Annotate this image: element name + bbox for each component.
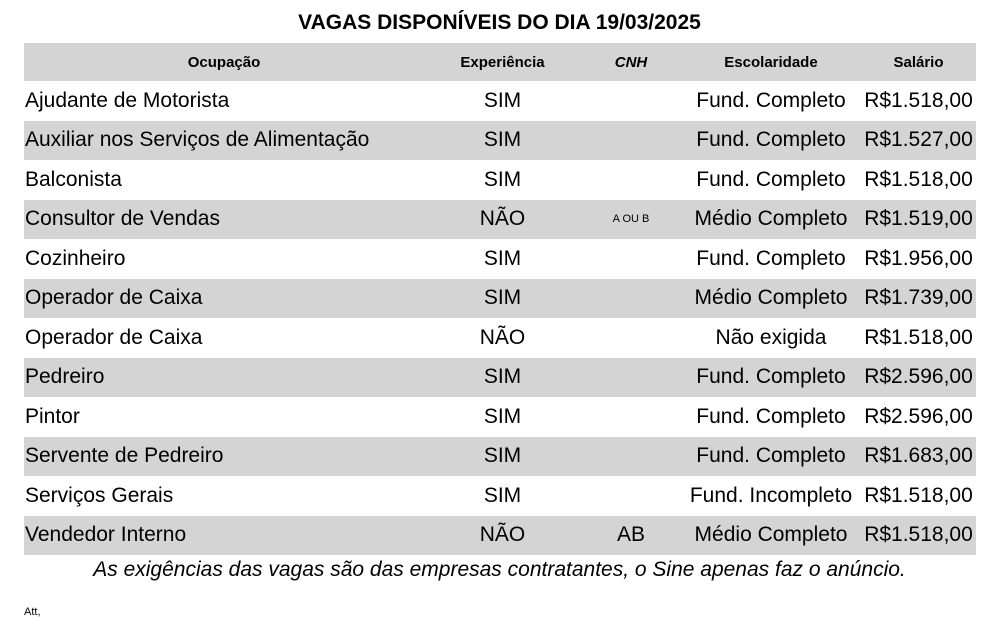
cell-escolaridade: Fund. Completo bbox=[696, 88, 846, 112]
cell-escolaridade: Fund. Completo bbox=[696, 404, 846, 428]
header-spacer bbox=[581, 43, 596, 81]
cell-salario: R$1.518,00 bbox=[864, 325, 973, 349]
cell-salario: R$1.956,00 bbox=[864, 246, 973, 270]
header-experiencia: Experiência bbox=[424, 43, 581, 81]
cell-cnh bbox=[596, 81, 666, 121]
cell-cnh bbox=[596, 397, 666, 437]
cell-spacer bbox=[666, 318, 681, 358]
cell-ocupacao: Pedreiro bbox=[24, 358, 424, 398]
table-row bbox=[24, 239, 976, 279]
cell-experiencia: SIM bbox=[424, 279, 581, 319]
header-ocupacao: Ocupação bbox=[24, 43, 424, 81]
cell-cnh: AB bbox=[596, 516, 666, 556]
cell-spacer bbox=[581, 476, 596, 516]
table-row bbox=[24, 476, 976, 516]
cell-salario: R$1.739,00 bbox=[861, 279, 976, 319]
cell-spacer bbox=[666, 358, 681, 398]
cell-ocupacao: Ajudante de Motorista bbox=[25, 88, 230, 112]
cell-spacer bbox=[666, 397, 681, 437]
cell-ocupacao: Balconista bbox=[25, 167, 122, 191]
cell-spacer bbox=[581, 160, 596, 200]
cell-cnh bbox=[596, 279, 666, 319]
cell-cnh bbox=[596, 160, 666, 200]
table-row bbox=[24, 358, 976, 398]
table-row bbox=[24, 516, 976, 556]
cell-escolaridade: Não exigida bbox=[715, 325, 827, 349]
cell-salario: R$1.527,00 bbox=[861, 121, 976, 161]
cell-salario: R$1.519,00 bbox=[861, 200, 976, 240]
cell-ocupacao: Operador de Caixa bbox=[25, 325, 203, 349]
cell-experiencia: NÃO bbox=[424, 516, 581, 556]
cell-spacer bbox=[581, 397, 596, 437]
cell-salario: R$1.683,00 bbox=[861, 437, 976, 477]
cell-experiencia: NÃO bbox=[479, 325, 526, 349]
table-row bbox=[24, 397, 976, 437]
cell-spacer bbox=[666, 476, 681, 516]
cell-ocupacao: Pintor bbox=[25, 404, 80, 428]
cell-cnh bbox=[596, 358, 666, 398]
cell-salario: R$1.518,00 bbox=[861, 516, 976, 556]
cell-salario: R$1.518,00 bbox=[864, 483, 973, 507]
cell-spacer bbox=[581, 279, 596, 319]
cell-spacer bbox=[666, 81, 681, 121]
cell-escolaridade: Fund. Completo bbox=[696, 246, 846, 270]
cell-escolaridade: Médio Completo bbox=[681, 516, 861, 556]
cell-salario: R$2.596,00 bbox=[864, 404, 973, 428]
header-salario: Salário bbox=[861, 43, 976, 81]
job-vacancies-table bbox=[24, 43, 976, 555]
cell-ocupacao: Auxiliar nos Serviços de Alimentação bbox=[24, 121, 424, 161]
cell-experiencia: SIM bbox=[483, 167, 522, 191]
cell-spacer bbox=[581, 516, 596, 556]
cell-ocupacao: Servente de Pedreiro bbox=[24, 437, 424, 477]
cell-spacer bbox=[581, 437, 596, 477]
cell-cnh bbox=[596, 121, 666, 161]
cell-ocupacao: Cozinheiro bbox=[25, 246, 126, 270]
cell-ocupacao: Serviços Gerais bbox=[25, 483, 174, 507]
cell-spacer bbox=[666, 437, 681, 477]
cell-spacer bbox=[666, 200, 681, 240]
cell-ocupacao: Consultor de Vendas bbox=[24, 200, 424, 240]
cell-experiencia: SIM bbox=[483, 404, 522, 428]
cell-escolaridade: Médio Completo bbox=[681, 279, 861, 319]
cell-spacer bbox=[666, 160, 681, 200]
cell-salario: R$1.518,00 bbox=[864, 88, 973, 112]
cell-escolaridade: Fund. Completo bbox=[696, 167, 846, 191]
table-header-row bbox=[24, 43, 976, 81]
cell-experiencia: SIM bbox=[424, 121, 581, 161]
table-body bbox=[24, 81, 976, 555]
cell-spacer bbox=[581, 239, 596, 279]
cell-escolaridade: Fund. Incompleto bbox=[689, 483, 853, 507]
cell-cnh bbox=[596, 318, 666, 358]
header-cnh: CNH bbox=[596, 43, 666, 81]
cell-spacer bbox=[581, 81, 596, 121]
cell-experiencia: SIM bbox=[483, 483, 522, 507]
cell-experiencia: SIM bbox=[424, 358, 581, 398]
cell-cnh bbox=[596, 476, 666, 516]
disclaimer-note: As exigências das vagas são das empresas contratantes, o Sine apenas faz o anúncio. bbox=[93, 558, 906, 581]
cell-ocupacao: Operador de Caixa bbox=[24, 279, 424, 319]
cell-escolaridade: Médio Completo bbox=[681, 200, 861, 240]
page-title: VAGAS DISPONÍVEIS DO DIA 19/03/2025 bbox=[298, 11, 701, 34]
cell-salario: R$1.518,00 bbox=[864, 167, 973, 191]
cell-escolaridade: Fund. Completo bbox=[681, 121, 861, 161]
table-row bbox=[24, 81, 976, 121]
cell-spacer bbox=[581, 358, 596, 398]
cell-escolaridade: Fund. Completo bbox=[681, 358, 861, 398]
cell-spacer bbox=[666, 516, 681, 556]
cell-experiencia: SIM bbox=[424, 437, 581, 477]
cell-escolaridade: Fund. Completo bbox=[681, 437, 861, 477]
cell-cnh bbox=[596, 239, 666, 279]
header-spacer bbox=[666, 43, 681, 81]
cell-spacer bbox=[666, 239, 681, 279]
cell-spacer bbox=[581, 318, 596, 358]
table-row bbox=[24, 160, 976, 200]
cell-cnh: A OU B bbox=[596, 200, 666, 240]
header-escolaridade: Escolaridade bbox=[681, 43, 861, 81]
table-row bbox=[24, 121, 976, 161]
signoff: Att, bbox=[24, 606, 41, 618]
cell-cnh bbox=[596, 437, 666, 477]
table-row bbox=[24, 318, 976, 358]
cell-experiencia: SIM bbox=[483, 88, 522, 112]
cell-salario: R$2.596,00 bbox=[861, 358, 976, 398]
cell-experiencia: SIM bbox=[483, 246, 522, 270]
table-row bbox=[24, 437, 976, 477]
table-row bbox=[24, 279, 976, 319]
cell-spacer bbox=[666, 279, 681, 319]
cell-spacer bbox=[581, 200, 596, 240]
cell-ocupacao: Vendedor Interno bbox=[24, 516, 424, 556]
cell-spacer bbox=[666, 121, 681, 161]
table-row bbox=[24, 200, 976, 240]
cell-experiencia: NÃO bbox=[424, 200, 581, 240]
cell-spacer bbox=[581, 121, 596, 161]
